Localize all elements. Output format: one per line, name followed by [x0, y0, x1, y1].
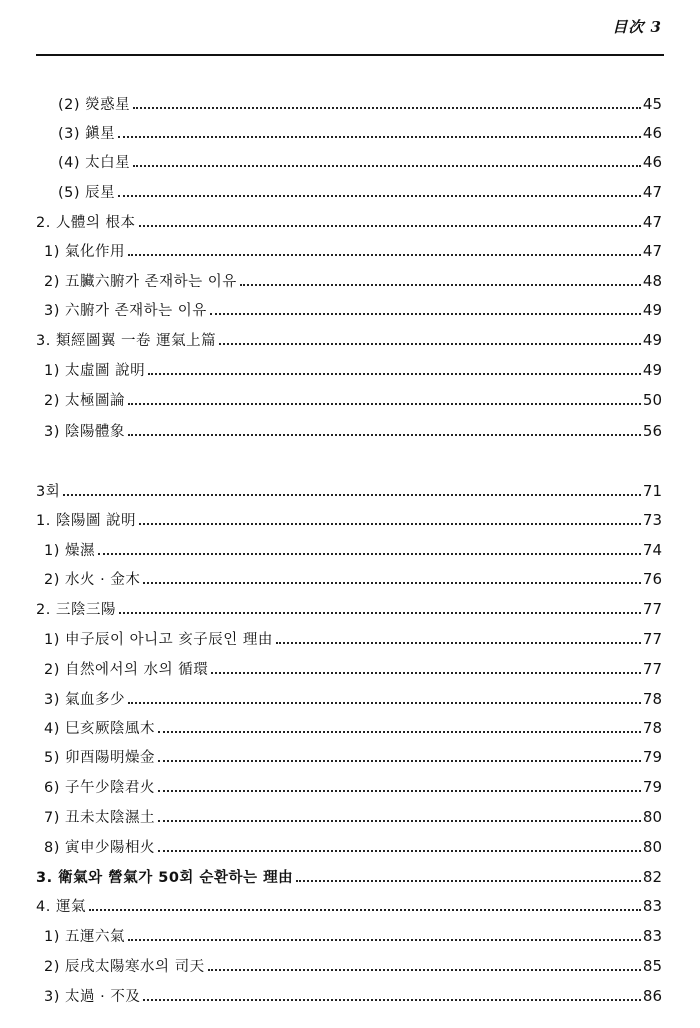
toc-entry-page: 78: [642, 719, 662, 737]
toc-leader: [128, 254, 641, 256]
toc-entry: [36, 208, 662, 230]
toc-leader: [240, 284, 641, 286]
toc-entry: [44, 803, 662, 825]
toc-entry: [44, 922, 662, 944]
toc-entry: [58, 119, 662, 141]
toc-entry-label: 1) 氣化作用: [44, 243, 125, 260]
toc-entry-page: 49: [642, 361, 662, 379]
toc-entry-page: 47: [642, 183, 662, 201]
toc-entry-page: 80: [642, 838, 662, 856]
toc-entry: [36, 326, 662, 348]
toc-leader: [119, 612, 641, 614]
toc-entry-label: 3) 陰陽體象: [44, 423, 125, 440]
toc-entry-label: 6) 子午少陰君火: [44, 779, 155, 796]
toc-leader: [158, 731, 641, 733]
toc-entry-label: 1) 太虛圖 說明: [44, 362, 146, 379]
toc-entry-label: (5) 辰星: [58, 184, 116, 201]
toc-entry-page: 77: [642, 630, 662, 648]
toc-entry-page: 71: [642, 482, 662, 500]
toc-leader: [276, 642, 641, 644]
toc-entry: [44, 296, 662, 318]
toc-entry-label: 8) 寅申少陽相火: [44, 839, 155, 856]
toc-leader: [128, 939, 641, 941]
toc-leader: [118, 195, 641, 197]
toc-entry-label: 7) 丑未太陰濕土: [44, 809, 155, 826]
toc-entry-label: 4) 巳亥厥陰風木: [44, 720, 155, 737]
toc-entry: [44, 625, 662, 647]
toc-entry-page: 46: [642, 153, 662, 171]
toc-entry: [58, 90, 662, 112]
toc-entry-page: 77: [642, 600, 662, 618]
toc-entry-page: 83: [642, 897, 662, 915]
toc-entry-label: (2) 熒惑星: [58, 96, 131, 113]
toc-entry: [36, 892, 662, 914]
toc-leader: [139, 523, 641, 525]
toc-entry-page: 56: [642, 422, 662, 440]
toc-leader: [211, 672, 641, 674]
toc-entry: [44, 982, 662, 1004]
toc-leader: [208, 969, 641, 971]
toc-entry-page: 73: [642, 511, 662, 529]
toc-entry: [58, 148, 662, 170]
toc-leader: [158, 760, 641, 762]
toc-entry-page: 47: [642, 242, 662, 260]
toc-entry-label: 2) 自然에서의 水의 循環: [44, 661, 209, 678]
toc-entry-page: 85: [642, 957, 662, 975]
toc-leader: [133, 107, 641, 109]
toc-entry-page: 77: [642, 660, 662, 678]
toc-entry: [44, 743, 662, 765]
toc-entry: [44, 714, 662, 736]
toc-leader: [89, 909, 641, 911]
toc-entry: [44, 237, 662, 259]
toc-entry-label: 2) 水火 · 金木: [44, 571, 141, 588]
toc-leader: [210, 313, 641, 315]
toc-entry: [44, 952, 662, 974]
toc-entry-label: (3) 鎭星: [58, 125, 116, 142]
toc-entry: [44, 267, 662, 289]
toc-leader: [158, 790, 641, 792]
toc-leader: [139, 225, 641, 227]
toc-leader: [118, 136, 641, 138]
toc-entry-label: 2. 人體의 根本: [36, 214, 136, 231]
toc-leader: [98, 553, 641, 555]
toc-leader: [133, 165, 641, 167]
toc-entry: [44, 655, 662, 677]
toc-entry-page: 78: [642, 690, 662, 708]
toc-entry-label: 3) 太過 · 不及: [44, 988, 141, 1005]
toc-entry-page: 79: [642, 748, 662, 766]
toc-entry-page: 47: [642, 213, 662, 231]
toc-entry-label: 3회: [36, 483, 61, 500]
toc-entry-label: 3. 衛氣와 營氣가 50회 순환하는 理由: [36, 869, 294, 886]
toc-entry: [36, 477, 662, 499]
toc-entry-page: 50: [642, 391, 662, 409]
toc-entry: [44, 386, 662, 408]
toc-entry: [44, 417, 662, 439]
toc-entry: [36, 863, 662, 885]
toc-entry-label: 1) 申子辰이 아니고 亥子辰인 理由: [44, 631, 273, 648]
toc-entry: [44, 685, 662, 707]
toc-leader: [128, 403, 641, 405]
toc-entry-page: 86: [642, 987, 662, 1005]
toc-leader: [158, 820, 641, 822]
toc-entry: [44, 833, 662, 855]
toc-entry-page: 82: [642, 868, 662, 886]
toc-leader: [158, 850, 641, 852]
toc-entry-label: 3) 六腑가 존재하는 이유: [44, 302, 207, 319]
toc-entry-page: 49: [642, 331, 662, 349]
toc-entry-label: 3. 類經圖翼 一卷 運氣上篇: [36, 332, 217, 349]
toc-entry-label: 3) 氣血多少: [44, 691, 125, 708]
toc-entry-page: 76: [642, 570, 662, 588]
toc-entry: [58, 178, 662, 200]
toc-entry: [36, 595, 662, 617]
toc-leader: [219, 343, 641, 345]
toc-entry-page: 80: [642, 808, 662, 826]
toc-entry: [44, 356, 662, 378]
toc-entry-label: 2) 辰戌太陽寒水의 司天: [44, 958, 205, 975]
toc-entry-label: (4) 太白星: [58, 154, 131, 171]
toc-leader: [143, 582, 641, 584]
toc-leader: [143, 999, 641, 1001]
toc-entry-page: 45: [642, 95, 662, 113]
toc-entry: [36, 506, 662, 528]
toc-leader: [128, 702, 641, 704]
toc-entry-page: 79: [642, 778, 662, 796]
header-title: 目次 3: [612, 18, 662, 36]
toc-leader: [63, 494, 641, 496]
toc-entry-label: 2) 五臟六腑가 존재하는 이유: [44, 273, 237, 290]
toc-entry-label: 1) 燥濕: [44, 542, 95, 559]
toc-entry-page: 49: [642, 301, 662, 319]
toc-entry: [44, 536, 662, 558]
toc-leader: [296, 880, 641, 882]
toc-entry-label: 1. 陰陽圖 說明: [36, 512, 137, 529]
toc-entry-label: 2. 三陰三陽: [36, 601, 116, 618]
toc-entry-label: 4. 運氣: [36, 898, 86, 915]
toc-leader: [128, 434, 641, 436]
toc-entry-page: 74: [642, 541, 662, 559]
toc-entry-page: 83: [642, 927, 662, 945]
toc-entry-label: 2) 太極圖論: [44, 392, 125, 409]
toc-entry-page: 48: [642, 272, 662, 290]
toc-entry: [44, 565, 662, 587]
toc-entry-label: 5) 卯酉陽明燥金: [44, 749, 155, 766]
toc-entry: [44, 773, 662, 795]
toc-entry-page: 46: [642, 124, 662, 142]
toc-entry-label: 1) 五運六氣: [44, 928, 125, 945]
toc-leader: [148, 373, 641, 375]
